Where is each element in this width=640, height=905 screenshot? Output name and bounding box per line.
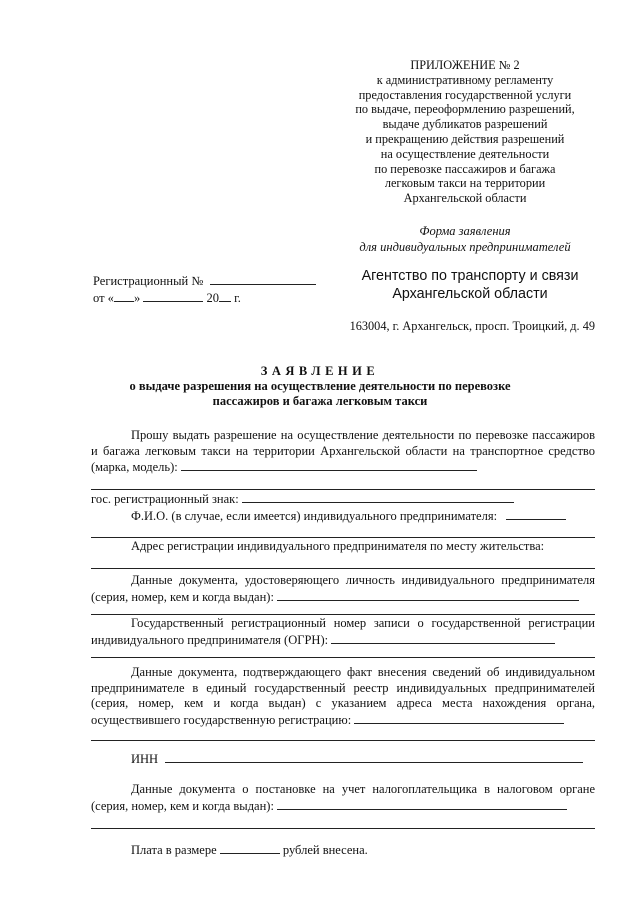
tax-field[interactable]	[277, 798, 567, 810]
ogrn-field[interactable]	[331, 632, 555, 644]
fio-label: Ф.И.О. (в случае, если имеется) индивидуального предпринимателя:	[131, 509, 498, 523]
vehicle-text: Прошу выдать разрешение на осуществление деятельности по перевозке пассажиров и багажа легковым такси на территории Архангельской области на транспортное средство (марка, модель):	[91, 428, 595, 475]
tax-continuation-line[interactable]	[91, 828, 595, 829]
date-year-field[interactable]	[219, 290, 231, 302]
id-doc-text: Данные документа, удостоверяющего личность индивидуального предпринимателя (серия, номер, кем и когда выдан):	[91, 573, 595, 604]
fee-suffix: рублей внесена.	[282, 843, 368, 857]
date-month-field[interactable]	[143, 290, 203, 302]
ogrn-paragraph	[91, 616, 595, 648]
inn-label: ИНН	[131, 752, 159, 766]
appendix-line: на осуществление деятельности	[380, 146, 550, 161]
fio-row	[91, 508, 595, 525]
id-doc-field[interactable]	[277, 589, 579, 601]
appendix-line: легковым такси на территории	[384, 176, 546, 191]
fee-row	[91, 842, 595, 859]
registration-number-field[interactable]	[210, 273, 316, 285]
address-field-line[interactable]	[91, 568, 595, 569]
fio-continuation-line[interactable]	[91, 537, 595, 538]
title-sub: о выдаче разрешения на осуществление деятельности по перевозке	[129, 379, 511, 393]
egrip-paragraph	[91, 665, 595, 728]
address-label: Адрес регистрации индивидуального предпринимателя по месту жительства:	[131, 539, 545, 553]
appendix-block	[345, 58, 585, 206]
registration-label: Регистрационный №	[93, 274, 204, 288]
fee-amount-field[interactable]	[220, 842, 280, 854]
tax-text: Данные документа о постановке на учет налогоплательщика в налоговом органе (серия, номер, кем и когда выдан):	[91, 782, 595, 813]
date-mid: »	[133, 290, 141, 305]
inn-row	[91, 751, 595, 768]
reg-sign-label: гос. регистрационный знак:	[91, 492, 239, 506]
egrip-text: Данные документа, подтверждающего факт внесения сведений об индивидуальном предпринимателе в единый государственный реестр индивидуальных предпринимателей (серия, номер, кем и когда выдан) с указанием адреса места нахождения органа, осуществившего государственную регистрацию:	[91, 665, 595, 727]
egrip-continuation-line[interactable]	[91, 740, 595, 741]
fee-prefix: Плата в размере	[131, 843, 217, 857]
agency-name-line: Архангельской области	[392, 286, 548, 302]
reg-sign-field[interactable]	[242, 491, 514, 503]
title-main: ЗАЯВЛЕНИЕ	[260, 364, 380, 378]
agency-name-line: Агентство по транспорту и связи	[361, 268, 579, 284]
reg-sign-row	[91, 491, 595, 508]
vehicle-continuation-line[interactable]	[91, 489, 595, 490]
form-note-line: Форма заявления	[419, 224, 511, 238]
date-year-suffix: г.	[234, 290, 241, 305]
agency-name	[360, 267, 580, 303]
inn-field[interactable]	[165, 751, 583, 763]
vehicle-paragraph	[91, 428, 595, 476]
appendix-line: и прекращению действия разрешений	[365, 131, 565, 146]
appendix-line: Архангельской области	[403, 191, 527, 206]
appendix-line: по перевозке пассажиров и багажа	[374, 161, 556, 176]
address-row	[91, 539, 595, 555]
id-doc-continuation-line[interactable]	[91, 614, 595, 615]
appendix-line: выдаче дубликатов разрешений	[382, 117, 548, 132]
title-sub: пассажиров и багажа легковым такси	[212, 394, 428, 408]
form-note	[345, 223, 585, 255]
vehicle-model-field[interactable]	[181, 459, 477, 471]
appendix-line: ПРИЛОЖЕНИЕ № 2	[410, 58, 520, 72]
id-doc-paragraph	[91, 573, 595, 605]
tax-paragraph	[91, 782, 595, 814]
date-day-field[interactable]	[114, 290, 134, 302]
appendix-line: предоставления государственной услуги	[358, 87, 572, 102]
agency-address: 163004, г. Архангельск, просп. Троицкий, д. 49	[349, 319, 595, 333]
form-note-line: для индивидуальных предпринимателей	[359, 240, 571, 254]
date-year-prefix: 20	[206, 290, 219, 305]
document-title	[80, 364, 560, 409]
appendix-line: к административному регламенту	[376, 72, 554, 87]
fio-field[interactable]	[506, 508, 566, 520]
ogrn-text: Государственный регистрационный номер записи о государственной регистрации индивидуального предпринимателя (ОГРН):	[91, 616, 595, 647]
date-prefix: от «	[93, 290, 114, 305]
ogrn-continuation-line[interactable]	[91, 657, 595, 658]
egrip-field[interactable]	[354, 712, 564, 724]
appendix-line: по выдаче, переоформлению разрешений,	[355, 102, 575, 117]
registration-block	[93, 273, 316, 306]
